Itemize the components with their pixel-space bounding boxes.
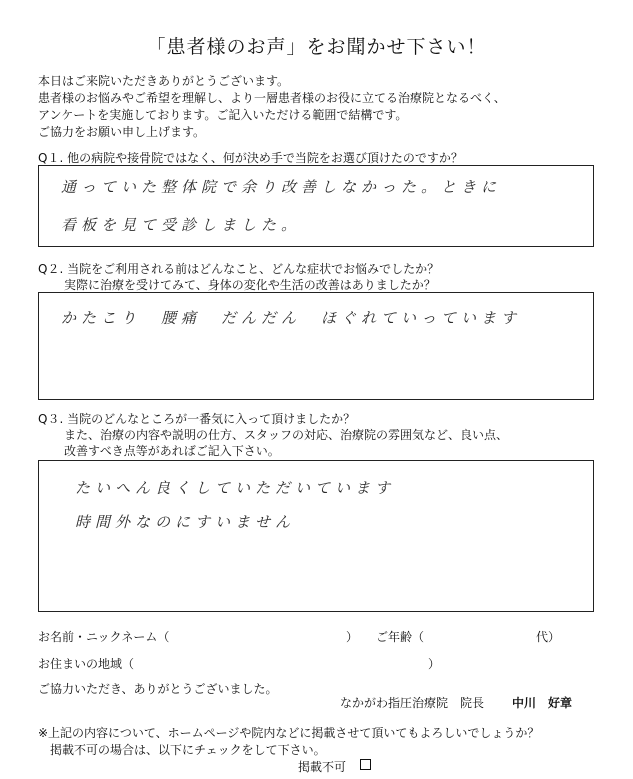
age-field[interactable] [440,626,532,642]
name-close: ） [346,630,359,644]
q3-answer-box[interactable] [38,460,594,612]
no-publish-checkbox[interactable] [360,759,371,770]
intro-line-1: 本日はご来院いただきありがとうございます。 [38,74,290,88]
page-title: 「患者様のお声」をお聞かせ下さい！ [146,36,487,58]
q2-answer-box[interactable] [38,292,594,400]
q2-label: Q２. 当院をご利用される前はどんなこと、どんな症状でお悩みでしたか？ [38,262,440,276]
q3-answer-line-2: 時間外なのにすいません [75,513,296,531]
name-label: お名前・ニックネーム（ [38,630,170,644]
age-label: ご年齢（ [376,630,425,644]
intro-line-3: アンケートを実施しております。ご記入いただける範囲で結構です。 [38,108,408,122]
q3-label: Q３. 当院のどんなところが一番気に入って頂けましたか？ [38,412,356,426]
intro-line-2: 患者様のお悩みやご希望を理解し、より一層患者様のお役に立てる治療院となるべく、 [38,91,506,105]
q2-answer-line-1: かたこり 腰痛 だんだん ほぐれていっています [61,309,522,327]
footer-note: ※上記の内容について、ホームページや院内などに掲載させて頂いてもよろしいでしょうか？ [38,726,540,740]
q3-sublabel-2: 改善すべき点等があればご記入下さい。 [64,444,280,458]
q2-sublabel: 実際に治療を受けてみて、身体の変化や生活の改善はありましたか？ [64,278,436,292]
q3-sublabel-1: また、治療の内容や説明の仕方、スタッフの対応、治療院の雰囲気など、良い点、 [64,428,509,442]
name-field[interactable] [196,626,342,642]
director-name: 中川 好章 [512,696,573,710]
q1-answer-line-1: 通っていた整体院で余り改善しなかった。ときに [61,178,502,196]
area-close: ） [428,657,441,671]
age-suffix: 代） [536,630,561,644]
footer-note-2: 掲載不可の場合は、以下にチェックをして下さい。 [50,743,326,757]
area-field[interactable] [152,653,422,669]
clinic-name: なかがわ指圧治療院 院長 [340,696,485,710]
intro-line-4: ご協力をお願い申し上げます。 [38,125,206,139]
thanks-text: ご協力いただき、ありがとうございました。 [38,682,278,696]
area-label: お住まいの地域（ [38,657,135,671]
q1-answer-line-2: 看板を見て受診しました。 [61,216,302,234]
no-publish-label: 掲載不可 [298,760,347,774]
q1-answer-box[interactable] [38,165,594,247]
q1-label: Q１. 他の病院や接骨院ではなく、何が決め手で当院をお選び頂けたのですか？ [38,151,463,165]
q3-answer-line-1: たいへん良くしていただいています [75,479,396,497]
